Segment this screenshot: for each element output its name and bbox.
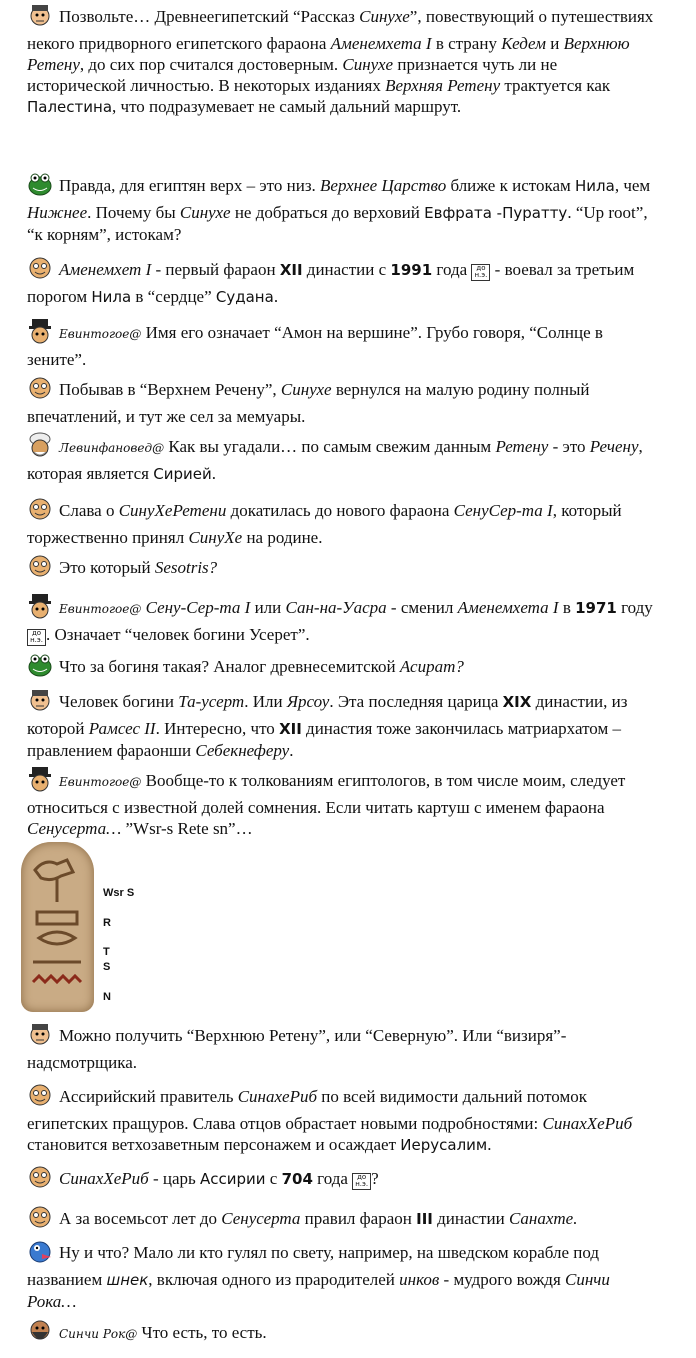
text-segment: Сан-на-Уасра xyxy=(285,598,387,617)
text-segment: Что есть, то есть. xyxy=(137,1323,267,1342)
text-segment: - первый фараон xyxy=(151,260,280,279)
text-segment: и xyxy=(545,34,564,53)
green-frog-icon xyxy=(27,171,53,202)
cartouche-label: N xyxy=(103,991,111,1003)
text-segment: трактуется как xyxy=(500,76,611,95)
text-segment: докатилась до нового фараона xyxy=(226,501,454,520)
text-segment: не добраться до верховий xyxy=(230,203,425,222)
text-segment: Ну и что? Мало ли кто гулял по свету, например, на шведском корабле под названием xyxy=(27,1243,600,1289)
paragraph-2 xyxy=(27,171,657,245)
text-segment: Евинтогое@ xyxy=(59,602,142,616)
text-segment: Палестина xyxy=(27,98,113,116)
text-segment: вернулся на малую родину полный впечатлений, и тут же сел за мемуары. xyxy=(27,380,590,426)
man-face-icon xyxy=(27,687,53,718)
text-segment: Евинтогое@ xyxy=(59,327,142,341)
text-segment: Сенусерта xyxy=(221,1209,301,1228)
text-segment: 704 xyxy=(281,1170,313,1188)
text-segment: . xyxy=(487,1135,492,1154)
green-frog-icon xyxy=(27,652,53,683)
hat-man-icon xyxy=(27,593,53,624)
bc-date-icon: до н.э. xyxy=(471,264,490,281)
text-segment: . Означает “человек богини Усерет”. xyxy=(46,625,310,644)
text-segment: Вообще-то к толкованиям египтологов, в том числе моим, следует относиться с известной долей сомнения. Если читать картуш с именем фараона xyxy=(27,771,626,817)
man-face-icon xyxy=(27,1021,53,1052)
text-segment: Аменемхет I xyxy=(59,260,152,279)
text-segment: - воевал за третьим порогом xyxy=(27,260,635,306)
text-segment: XII xyxy=(279,261,303,279)
text-segment: Сену-Сер-та I xyxy=(145,598,251,617)
text-segment: Sesotris? xyxy=(154,558,218,577)
cartouche-image xyxy=(21,842,94,1012)
text-segment: Левинфановед@ xyxy=(59,441,165,455)
round-face-icon xyxy=(27,1082,53,1113)
text-segment: III xyxy=(416,1210,433,1228)
text-segment: . Интересно, что xyxy=(155,719,280,738)
text-segment: Верхняя Ретену xyxy=(385,76,501,95)
text-segment: шнек xyxy=(106,1271,149,1289)
paragraph-12 xyxy=(27,766,657,839)
round-face-icon xyxy=(27,553,53,584)
text-segment: ? xyxy=(371,1169,379,1188)
round-face-icon xyxy=(27,255,53,286)
text-segment: в xyxy=(558,598,576,617)
cartouche-label: T xyxy=(103,946,110,958)
text-segment: Синухе xyxy=(179,203,231,222)
bc-date-icon: до н.э. xyxy=(352,1173,371,1190)
text-segment: СинахХеРиб xyxy=(59,1169,149,1188)
text-segment: в “сердце” xyxy=(131,287,216,306)
blue-bird-icon xyxy=(27,1238,53,1269)
text-segment: , который торжественно принял xyxy=(27,501,622,547)
text-segment: Синухе xyxy=(359,7,410,26)
text-segment: Имя его означает “Амон на вершине”. Грубо говоря, “Солнце в зените”. xyxy=(27,323,603,369)
text-segment: СинуХеРетени xyxy=(118,501,227,520)
cartouche-label: S xyxy=(103,961,111,973)
text-segment: XII xyxy=(279,720,302,738)
text-segment: или xyxy=(250,598,286,617)
text-segment: , которая является xyxy=(27,437,643,483)
text-segment: Нила xyxy=(91,288,132,306)
text-segment: с xyxy=(265,1169,282,1188)
text-segment: , чем xyxy=(614,176,651,195)
text-segment: признается чуть ли не исторической личностью. В некоторых изданиях xyxy=(27,55,558,95)
text-segment: ближе к истокам xyxy=(446,176,576,195)
text-segment: Слава о xyxy=(59,501,119,520)
text-segment: . Почему бы xyxy=(87,203,180,222)
text-segment: XIX xyxy=(502,693,532,711)
text-segment: Санахте. xyxy=(508,1209,578,1228)
text-segment: Синчи Рок@ xyxy=(59,1327,138,1341)
text-segment: Сенусерта… xyxy=(27,819,122,838)
text-segment: . xyxy=(289,741,294,760)
text-segment: в страну xyxy=(431,34,502,53)
text-segment: Нижнее xyxy=(27,203,88,222)
text-segment: года xyxy=(432,260,472,279)
text-segment: Аменемхета I xyxy=(330,34,432,53)
turban-man-icon xyxy=(27,432,53,463)
text-segment: года xyxy=(312,1169,353,1188)
text-segment: Можно получить “Верхнюю Ретену”, или “Северную”. Или “визиря”-надсмотрщика. xyxy=(27,1026,567,1072)
man-face-icon xyxy=(27,2,53,33)
text-segment: Что за богиня такая? Аналог древнесемитской xyxy=(59,657,400,676)
text-segment: . xyxy=(273,287,279,306)
text-segment: Сирией xyxy=(153,465,212,483)
text-segment: Судана xyxy=(215,288,274,306)
paragraph-8 xyxy=(27,553,657,584)
text-segment: Верхнюю Ретену xyxy=(27,34,630,74)
text-segment: СенуСер-та I xyxy=(453,501,553,520)
text-segment: 1991 xyxy=(390,261,433,279)
text-segment: 1971 xyxy=(575,599,617,617)
text-segment: СинуХе xyxy=(188,528,243,547)
paragraph-14 xyxy=(27,1082,657,1156)
text-segment: Иерусалим xyxy=(400,1136,488,1154)
text-segment: Евфрата -Пуратту xyxy=(424,204,568,222)
paragraph-3 xyxy=(27,255,657,308)
text-segment: . Эта последняя царица xyxy=(329,692,503,711)
text-segment: ”, повествующий о путешествиях некого придворного египетского фараона xyxy=(27,7,654,53)
text-segment: Нила xyxy=(575,177,615,195)
paragraph-17 xyxy=(27,1238,657,1312)
text-segment: . xyxy=(211,464,216,483)
text-segment: , что подразумевает не самый дальний маршрут. xyxy=(112,97,462,116)
text-segment: по всей видимости дальний потомок египетских пращуров. Слава отцов обрастает новыми подробностями: xyxy=(27,1087,587,1133)
cartouche-label: Wsr S xyxy=(103,887,135,899)
text-segment: Кедем xyxy=(501,34,546,53)
text-segment: правил фараон xyxy=(300,1209,417,1228)
text-segment: Себекнеферу xyxy=(195,741,290,760)
text-segment: на родине. xyxy=(242,528,323,547)
hieroglyph-icon xyxy=(21,842,94,1012)
text-segment: году xyxy=(616,598,653,617)
text-segment: Как вы угадали… по самым свежим данным xyxy=(164,437,496,456)
text-segment: ”Wsr-s Rete sn”… xyxy=(121,819,253,838)
paragraph-5 xyxy=(27,375,657,427)
text-segment: Рамсес II xyxy=(88,719,156,738)
text-segment: Ассирийский правитель xyxy=(59,1087,238,1106)
text-segment: Побывав в “Верхнем Речену”, xyxy=(59,380,281,399)
text-segment: СинахеРиб xyxy=(237,1087,318,1106)
paragraph-4 xyxy=(27,318,657,370)
text-segment: династии, из которой xyxy=(27,692,628,738)
text-segment: Речену xyxy=(589,437,639,456)
text-segment: Человек богини xyxy=(59,692,179,711)
text-segment: - мудрого вождя xyxy=(439,1270,566,1289)
text-segment: СинахХеРиб xyxy=(542,1114,633,1133)
text-segment: становится ветхозаветным персонажем и осаждает xyxy=(27,1135,401,1154)
text-segment: - сменил xyxy=(386,598,458,617)
text-segment: А за восемьсот лет до xyxy=(59,1209,222,1228)
paragraph-7 xyxy=(27,496,657,548)
hat-man-icon xyxy=(27,766,53,797)
bc-date-icon: до н.э. xyxy=(27,629,46,646)
text-segment: Та-усерт xyxy=(178,692,245,711)
paragraph-6 xyxy=(27,432,657,485)
cartouche-label: R xyxy=(103,917,111,929)
text-segment: Это который xyxy=(59,558,155,577)
text-segment: Аменемхета I xyxy=(457,598,559,617)
text-segment: династии с xyxy=(302,260,391,279)
text-segment: Синухе xyxy=(342,55,394,74)
text-segment: Верхнее Царство xyxy=(320,176,447,195)
text-segment: Ретену xyxy=(495,437,549,456)
text-segment: династия тоже закончилась матриархатом – правлением фараонши xyxy=(27,719,621,760)
text-segment: . Или xyxy=(244,692,287,711)
paragraph-11 xyxy=(27,687,657,761)
text-segment: династии xyxy=(432,1209,509,1228)
text-segment: - это xyxy=(548,437,590,456)
text-segment: - царь xyxy=(148,1169,200,1188)
text-segment: , до сих пор считался достоверным. xyxy=(79,55,343,74)
paragraph-10 xyxy=(27,652,657,683)
paragraph-9 xyxy=(27,593,657,646)
text-segment: Правда, для египтян верх – это низ. xyxy=(59,176,321,195)
text-segment: , включая одного из прародителей xyxy=(148,1270,400,1289)
text-segment: инков xyxy=(399,1270,440,1289)
text-segment: . “Up root”, “к корням”, истокам? xyxy=(27,203,648,244)
bearded-man-icon xyxy=(27,1318,53,1349)
hat-man-icon xyxy=(27,318,53,349)
paragraph-13 xyxy=(27,1021,657,1073)
text-segment: Синухе xyxy=(280,380,332,399)
round-face-icon xyxy=(27,375,53,406)
round-face-icon xyxy=(27,496,53,527)
paragraph-15 xyxy=(27,1164,657,1195)
paragraph-18 xyxy=(27,1318,657,1349)
round-face-icon xyxy=(27,1164,53,1195)
text-segment: Позвольте… Древнеегипетский “Рассказ xyxy=(59,7,360,26)
text-segment: Ассирии xyxy=(200,1170,266,1188)
paragraph-1 xyxy=(27,2,657,118)
text-segment: Асират? xyxy=(399,657,464,676)
text-segment: Ярсоу xyxy=(286,692,330,711)
text-segment: Евинтогое@ xyxy=(59,775,142,789)
round-face-icon xyxy=(27,1204,53,1235)
text-segment: Синчи Рока… xyxy=(27,1270,610,1311)
paragraph-16 xyxy=(27,1204,657,1235)
